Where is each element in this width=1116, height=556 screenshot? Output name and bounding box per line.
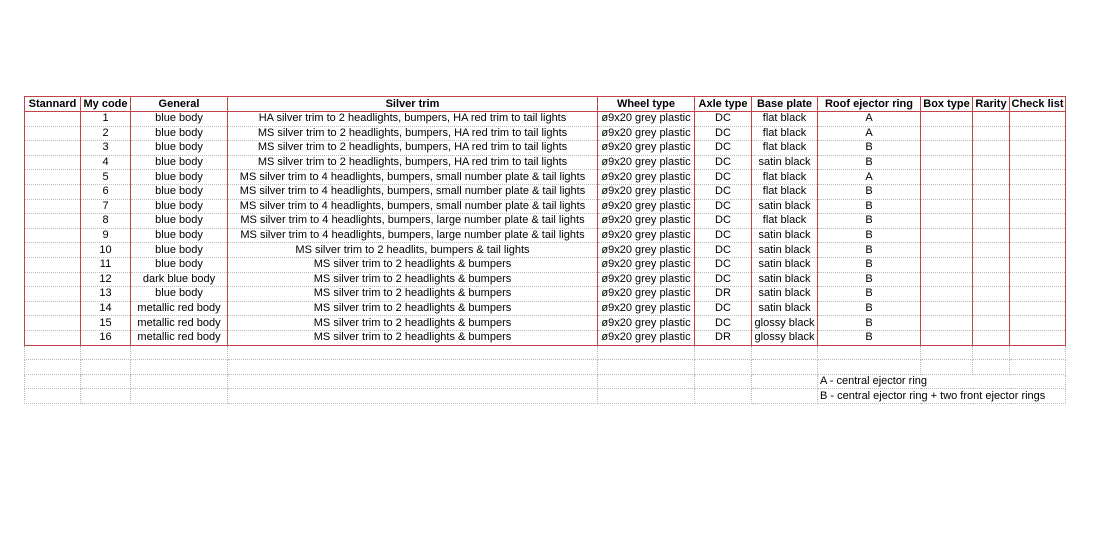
column-header-base-plate[interactable]: Base plate bbox=[752, 97, 818, 112]
cell-rarity[interactable] bbox=[973, 112, 1010, 127]
cell-rarity[interactable] bbox=[973, 126, 1010, 141]
cell-axle-type[interactable]: DC bbox=[695, 184, 752, 199]
table-row bbox=[25, 199, 1066, 214]
cell-silver-trim[interactable]: MS silver trim to 4 headlights, bumpers, large number plate & tail lights bbox=[228, 214, 598, 229]
table-row bbox=[25, 141, 1066, 156]
cell-roof-ejector-ring[interactable]: A bbox=[818, 170, 921, 185]
table-body bbox=[25, 112, 1066, 404]
cell-stannard[interactable] bbox=[25, 287, 81, 302]
cell-box-type[interactable] bbox=[921, 330, 973, 345]
cell-axle-type[interactable]: DC bbox=[695, 228, 752, 243]
cell-axle-type[interactable]: DC bbox=[695, 141, 752, 156]
cell-silver-trim[interactable]: MS silver trim to 2 headlits, bumpers & tail lights bbox=[228, 243, 598, 258]
cell-stannard[interactable] bbox=[25, 272, 81, 287]
cell-wheel-type[interactable]: ø9x20 grey plastic bbox=[598, 272, 695, 287]
cell-box-type[interactable] bbox=[921, 112, 973, 127]
cell-silver-trim[interactable]: MS silver trim to 2 headlights & bumpers bbox=[228, 330, 598, 345]
cell-general[interactable]: blue body bbox=[131, 170, 228, 185]
cell[interactable] bbox=[752, 360, 818, 375]
cell-wheel-type[interactable]: ø9x20 grey plastic bbox=[598, 199, 695, 214]
cell-rarity[interactable] bbox=[973, 228, 1010, 243]
table-row bbox=[25, 330, 1066, 345]
cell-box-type[interactable] bbox=[921, 126, 973, 141]
empty-row bbox=[25, 360, 1066, 375]
cell-silver-trim[interactable]: MS silver trim to 2 headlights & bumpers bbox=[228, 301, 598, 316]
cell[interactable] bbox=[228, 360, 598, 375]
column-header-rarity[interactable]: Rarity bbox=[973, 97, 1010, 112]
cell[interactable] bbox=[25, 345, 81, 360]
cell[interactable] bbox=[921, 345, 973, 360]
column-header-box-type[interactable]: Box type bbox=[921, 97, 973, 112]
cell-check-list[interactable] bbox=[1010, 330, 1066, 345]
cell-check-list[interactable] bbox=[1010, 112, 1066, 127]
cell-silver-trim[interactable]: MS silver trim to 4 headlights, bumpers, small number plate & tail lights bbox=[228, 184, 598, 199]
cell-general[interactable]: blue body bbox=[131, 184, 228, 199]
cell-wheel-type[interactable]: ø9x20 grey plastic bbox=[598, 214, 695, 229]
cell[interactable] bbox=[25, 389, 81, 404]
cell-my-code[interactable]: 15 bbox=[81, 316, 131, 331]
cell-wheel-type[interactable]: ø9x20 grey plastic bbox=[598, 243, 695, 258]
cell-check-list[interactable] bbox=[1010, 184, 1066, 199]
table-row bbox=[25, 126, 1066, 141]
cell[interactable] bbox=[598, 374, 695, 389]
cell-my-code[interactable]: 4 bbox=[81, 155, 131, 170]
table-row bbox=[25, 257, 1066, 272]
spreadsheet bbox=[24, 96, 1066, 404]
cell-stannard[interactable] bbox=[25, 141, 81, 156]
cell-axle-type[interactable]: DC bbox=[695, 112, 752, 127]
cell-check-list[interactable] bbox=[1010, 257, 1066, 272]
cell-axle-type[interactable]: DR bbox=[695, 287, 752, 302]
cell[interactable] bbox=[598, 360, 695, 375]
cell-check-list[interactable] bbox=[1010, 155, 1066, 170]
cell-box-type[interactable] bbox=[921, 301, 973, 316]
cell-box-type[interactable] bbox=[921, 184, 973, 199]
cell[interactable] bbox=[228, 389, 598, 404]
cell-stannard[interactable] bbox=[25, 155, 81, 170]
cell-check-list[interactable] bbox=[1010, 170, 1066, 185]
cell-axle-type[interactable]: DR bbox=[695, 330, 752, 345]
cell-silver-trim[interactable]: MS silver trim to 2 headlights, bumpers, HA red trim to tail lights bbox=[228, 155, 598, 170]
cell-general[interactable]: metallic red body bbox=[131, 330, 228, 345]
cell[interactable] bbox=[81, 360, 131, 375]
cell-roof-ejector-ring[interactable]: B bbox=[818, 243, 921, 258]
cell-my-code[interactable]: 9 bbox=[81, 228, 131, 243]
cell-base-plate[interactable]: flat black bbox=[752, 170, 818, 185]
table-row bbox=[25, 228, 1066, 243]
cell-silver-trim[interactable]: MS silver trim to 2 headlights & bumpers bbox=[228, 316, 598, 331]
cell-silver-trim[interactable]: MS silver trim to 4 headlights, bumpers, small number plate & tail lights bbox=[228, 199, 598, 214]
cell-my-code[interactable]: 7 bbox=[81, 199, 131, 214]
cell-box-type[interactable] bbox=[921, 170, 973, 185]
cell-silver-trim[interactable]: HA silver trim to 2 headlights, bumpers, HA red trim to tail lights bbox=[228, 112, 598, 127]
cell-rarity[interactable] bbox=[973, 243, 1010, 258]
cell-my-code[interactable]: 13 bbox=[81, 287, 131, 302]
cell-axle-type[interactable]: DC bbox=[695, 316, 752, 331]
column-header-general[interactable]: General bbox=[131, 97, 228, 112]
cell-box-type[interactable] bbox=[921, 199, 973, 214]
cell-roof-ejector-ring[interactable]: B bbox=[818, 199, 921, 214]
cell-general[interactable]: dark blue body bbox=[131, 272, 228, 287]
cell-base-plate[interactable]: satin black bbox=[752, 272, 818, 287]
cell-check-list[interactable] bbox=[1010, 243, 1066, 258]
cell-axle-type[interactable]: DC bbox=[695, 155, 752, 170]
cell-box-type[interactable] bbox=[921, 228, 973, 243]
cell[interactable] bbox=[695, 345, 752, 360]
cell-general[interactable]: blue body bbox=[131, 199, 228, 214]
cell-general[interactable]: blue body bbox=[131, 257, 228, 272]
cell[interactable] bbox=[228, 345, 598, 360]
cell-base-plate[interactable]: satin black bbox=[752, 257, 818, 272]
cell-base-plate[interactable]: glossy black bbox=[752, 330, 818, 345]
cell[interactable] bbox=[81, 345, 131, 360]
cell[interactable] bbox=[752, 389, 818, 404]
cell-rarity[interactable] bbox=[973, 316, 1010, 331]
cell-wheel-type[interactable]: ø9x20 grey plastic bbox=[598, 170, 695, 185]
cell-roof-ejector-ring[interactable]: B bbox=[818, 330, 921, 345]
cell-roof-ejector-ring[interactable]: B bbox=[818, 214, 921, 229]
column-header-silver-trim[interactable]: Silver trim bbox=[228, 97, 598, 112]
cell-base-plate[interactable]: satin black bbox=[752, 243, 818, 258]
cell-check-list[interactable] bbox=[1010, 214, 1066, 229]
cell-rarity[interactable] bbox=[973, 330, 1010, 345]
cell-base-plate[interactable]: flat black bbox=[752, 112, 818, 127]
cell-rarity[interactable] bbox=[973, 301, 1010, 316]
cell[interactable] bbox=[695, 389, 752, 404]
cell-roof-ejector-ring[interactable]: B bbox=[818, 257, 921, 272]
cell-check-list[interactable] bbox=[1010, 272, 1066, 287]
cell-roof-ejector-ring[interactable]: B bbox=[818, 301, 921, 316]
legend-row-b bbox=[25, 389, 1066, 404]
cell-my-code[interactable]: 2 bbox=[81, 126, 131, 141]
cell-stannard[interactable] bbox=[25, 330, 81, 345]
cell-silver-trim[interactable]: MS silver trim to 2 headlights & bumpers bbox=[228, 287, 598, 302]
cell-base-plate[interactable]: flat black bbox=[752, 126, 818, 141]
cell-base-plate[interactable]: flat black bbox=[752, 184, 818, 199]
cell-rarity[interactable] bbox=[973, 214, 1010, 229]
cell[interactable] bbox=[131, 389, 228, 404]
cell-wheel-type[interactable]: ø9x20 grey plastic bbox=[598, 126, 695, 141]
cell-rarity[interactable] bbox=[973, 272, 1010, 287]
cell[interactable] bbox=[818, 360, 921, 375]
cell[interactable] bbox=[25, 360, 81, 375]
cell[interactable] bbox=[752, 345, 818, 360]
cell-axle-type[interactable]: DC bbox=[695, 272, 752, 287]
cell-check-list[interactable] bbox=[1010, 301, 1066, 316]
cell-rarity[interactable] bbox=[973, 257, 1010, 272]
empty-row bbox=[25, 345, 1066, 360]
cell-silver-trim[interactable]: MS silver trim to 2 headlights, bumpers, HA red trim to tail lights bbox=[228, 141, 598, 156]
table-row bbox=[25, 184, 1066, 199]
cell-stannard[interactable] bbox=[25, 170, 81, 185]
cell-wheel-type[interactable]: ø9x20 grey plastic bbox=[598, 330, 695, 345]
cell-silver-trim[interactable]: MS silver trim to 4 headlights, bumpers, small number plate & tail lights bbox=[228, 170, 598, 185]
cell-rarity[interactable] bbox=[973, 199, 1010, 214]
table-row bbox=[25, 155, 1066, 170]
cell-roof-ejector-ring[interactable]: B bbox=[818, 155, 921, 170]
cell-wheel-type[interactable]: ø9x20 grey plastic bbox=[598, 228, 695, 243]
cell[interactable] bbox=[81, 389, 131, 404]
cell-my-code[interactable]: 8 bbox=[81, 214, 131, 229]
table-row bbox=[25, 301, 1066, 316]
cell-base-plate[interactable]: glossy black bbox=[752, 316, 818, 331]
cell-box-type[interactable] bbox=[921, 141, 973, 156]
table-row bbox=[25, 287, 1066, 302]
cell-axle-type[interactable]: DC bbox=[695, 301, 752, 316]
cell-roof-ejector-ring[interactable]: B bbox=[818, 184, 921, 199]
cell-axle-type[interactable]: DC bbox=[695, 170, 752, 185]
cell-wheel-type[interactable]: ø9x20 grey plastic bbox=[598, 184, 695, 199]
header-row bbox=[25, 97, 1066, 112]
cell-check-list[interactable] bbox=[1010, 228, 1066, 243]
cell-stannard[interactable] bbox=[25, 228, 81, 243]
cell-base-plate[interactable]: satin black bbox=[752, 155, 818, 170]
cell-check-list[interactable] bbox=[1010, 141, 1066, 156]
cell-stannard[interactable] bbox=[25, 214, 81, 229]
cell-box-type[interactable] bbox=[921, 155, 973, 170]
cell-roof-ejector-ring[interactable]: B bbox=[818, 316, 921, 331]
cell[interactable] bbox=[131, 374, 228, 389]
cell-axle-type[interactable]: DC bbox=[695, 243, 752, 258]
cell-roof-ejector-ring[interactable]: B bbox=[818, 228, 921, 243]
cell-rarity[interactable] bbox=[973, 170, 1010, 185]
cell-my-code[interactable]: 11 bbox=[81, 257, 131, 272]
cell-check-list[interactable] bbox=[1010, 126, 1066, 141]
cell-box-type[interactable] bbox=[921, 243, 973, 258]
cell-rarity[interactable] bbox=[973, 287, 1010, 302]
cell[interactable] bbox=[598, 345, 695, 360]
cell-roof-ejector-ring[interactable]: B bbox=[818, 287, 921, 302]
cell-my-code[interactable]: 10 bbox=[81, 243, 131, 258]
cell-check-list[interactable] bbox=[1010, 316, 1066, 331]
cell-silver-trim[interactable]: MS silver trim to 4 headlights, bumpers, large number plate & tail lights bbox=[228, 228, 598, 243]
cell-general[interactable]: blue body bbox=[131, 243, 228, 258]
cell-box-type[interactable] bbox=[921, 214, 973, 229]
cell-general[interactable]: blue body bbox=[131, 287, 228, 302]
cell-axle-type[interactable]: DC bbox=[695, 126, 752, 141]
cell-roof-ejector-ring[interactable]: B bbox=[818, 272, 921, 287]
cell-my-code[interactable]: 1 bbox=[81, 112, 131, 127]
cell-stannard[interactable] bbox=[25, 257, 81, 272]
cell[interactable] bbox=[695, 360, 752, 375]
cell[interactable] bbox=[25, 374, 81, 389]
cell-axle-type[interactable]: DC bbox=[695, 199, 752, 214]
cell-box-type[interactable] bbox=[921, 287, 973, 302]
cell-silver-trim[interactable]: MS silver trim to 2 headlights & bumpers bbox=[228, 272, 598, 287]
table-row bbox=[25, 214, 1066, 229]
cell-base-plate[interactable]: satin black bbox=[752, 228, 818, 243]
cell[interactable] bbox=[818, 345, 921, 360]
cell-general[interactable]: blue body bbox=[131, 214, 228, 229]
cell-rarity[interactable] bbox=[973, 184, 1010, 199]
cell-box-type[interactable] bbox=[921, 316, 973, 331]
cell-base-plate[interactable]: satin black bbox=[752, 199, 818, 214]
table-row bbox=[25, 316, 1066, 331]
cell-base-plate[interactable]: flat black bbox=[752, 141, 818, 156]
cell-stannard[interactable] bbox=[25, 126, 81, 141]
cell-wheel-type[interactable]: ø9x20 grey plastic bbox=[598, 257, 695, 272]
cell-general[interactable]: blue body bbox=[131, 155, 228, 170]
cell-stannard[interactable] bbox=[25, 301, 81, 316]
cell-my-code[interactable]: 16 bbox=[81, 330, 131, 345]
cell[interactable] bbox=[1010, 345, 1066, 360]
cell-box-type[interactable] bbox=[921, 257, 973, 272]
table-row bbox=[25, 243, 1066, 258]
cell-silver-trim[interactable]: MS silver trim to 2 headlights, bumpers, HA red trim to tail lights bbox=[228, 126, 598, 141]
cell-stannard[interactable] bbox=[25, 112, 81, 127]
cell[interactable] bbox=[973, 360, 1010, 375]
cell[interactable] bbox=[131, 360, 228, 375]
cell-my-code[interactable]: 5 bbox=[81, 170, 131, 185]
cell-general[interactable]: blue body bbox=[131, 126, 228, 141]
cell-roof-ejector-ring[interactable]: A bbox=[818, 112, 921, 127]
cell-roof-ejector-ring[interactable]: A bbox=[818, 126, 921, 141]
cell-general[interactable]: metallic red body bbox=[131, 301, 228, 316]
cell-stannard[interactable] bbox=[25, 199, 81, 214]
cell-general[interactable]: blue body bbox=[131, 228, 228, 243]
cell-my-code[interactable]: 12 bbox=[81, 272, 131, 287]
cell-axle-type[interactable]: DC bbox=[695, 257, 752, 272]
cell[interactable] bbox=[81, 374, 131, 389]
column-header-wheel-type[interactable]: Wheel type bbox=[598, 97, 695, 112]
cell-stannard[interactable] bbox=[25, 316, 81, 331]
cell-check-list[interactable] bbox=[1010, 199, 1066, 214]
cell-silver-trim[interactable]: MS silver trim to 2 headlights & bumpers bbox=[228, 257, 598, 272]
cell-general[interactable]: blue body bbox=[131, 112, 228, 127]
cell-rarity[interactable] bbox=[973, 141, 1010, 156]
cell[interactable] bbox=[228, 374, 598, 389]
cell-stannard[interactable] bbox=[25, 243, 81, 258]
legend-note-a[interactable]: A - central ejector ring bbox=[818, 374, 1066, 389]
cell-wheel-type[interactable]: ø9x20 grey plastic bbox=[598, 141, 695, 156]
cell-check-list[interactable] bbox=[1010, 287, 1066, 302]
column-header-axle-type[interactable]: Axle type bbox=[695, 97, 752, 112]
cell-my-code[interactable]: 14 bbox=[81, 301, 131, 316]
cell[interactable] bbox=[598, 389, 695, 404]
cell-axle-type[interactable]: DC bbox=[695, 214, 752, 229]
cell[interactable] bbox=[695, 374, 752, 389]
cell-wheel-type[interactable]: ø9x20 grey plastic bbox=[598, 155, 695, 170]
cell-roof-ejector-ring[interactable]: B bbox=[818, 141, 921, 156]
cell[interactable] bbox=[1010, 360, 1066, 375]
cell[interactable] bbox=[752, 374, 818, 389]
column-header-stannard[interactable]: Stannard bbox=[25, 97, 81, 112]
cell-stannard[interactable] bbox=[25, 184, 81, 199]
cell-my-code[interactable]: 6 bbox=[81, 184, 131, 199]
cell-wheel-type[interactable]: ø9x20 grey plastic bbox=[598, 316, 695, 331]
cell-general[interactable]: metallic red body bbox=[131, 316, 228, 331]
table-row bbox=[25, 112, 1066, 127]
table-row bbox=[25, 170, 1066, 185]
cell-my-code[interactable]: 3 bbox=[81, 141, 131, 156]
cell-wheel-type[interactable]: ø9x20 grey plastic bbox=[598, 301, 695, 316]
legend-note-b[interactable]: B - central ejector ring + two front ejector rings bbox=[818, 389, 1066, 404]
cell-wheel-type[interactable]: ø9x20 grey plastic bbox=[598, 112, 695, 127]
cell-base-plate[interactable]: satin black bbox=[752, 287, 818, 302]
variations-table bbox=[24, 96, 1066, 404]
cell-base-plate[interactable]: flat black bbox=[752, 214, 818, 229]
column-header-roof-ejector-ring[interactable]: Roof ejector ring bbox=[818, 97, 921, 112]
cell-wheel-type[interactable]: ø9x20 grey plastic bbox=[598, 287, 695, 302]
cell-rarity[interactable] bbox=[973, 155, 1010, 170]
cell[interactable] bbox=[921, 360, 973, 375]
column-header-my-code[interactable]: My code bbox=[81, 97, 131, 112]
cell-box-type[interactable] bbox=[921, 272, 973, 287]
legend-row-a bbox=[25, 374, 1066, 389]
cell[interactable] bbox=[973, 345, 1010, 360]
cell[interactable] bbox=[131, 345, 228, 360]
cell-general[interactable]: blue body bbox=[131, 141, 228, 156]
table-row bbox=[25, 272, 1066, 287]
cell-base-plate[interactable]: satin black bbox=[752, 301, 818, 316]
column-header-check-list[interactable]: Check list bbox=[1010, 97, 1066, 112]
